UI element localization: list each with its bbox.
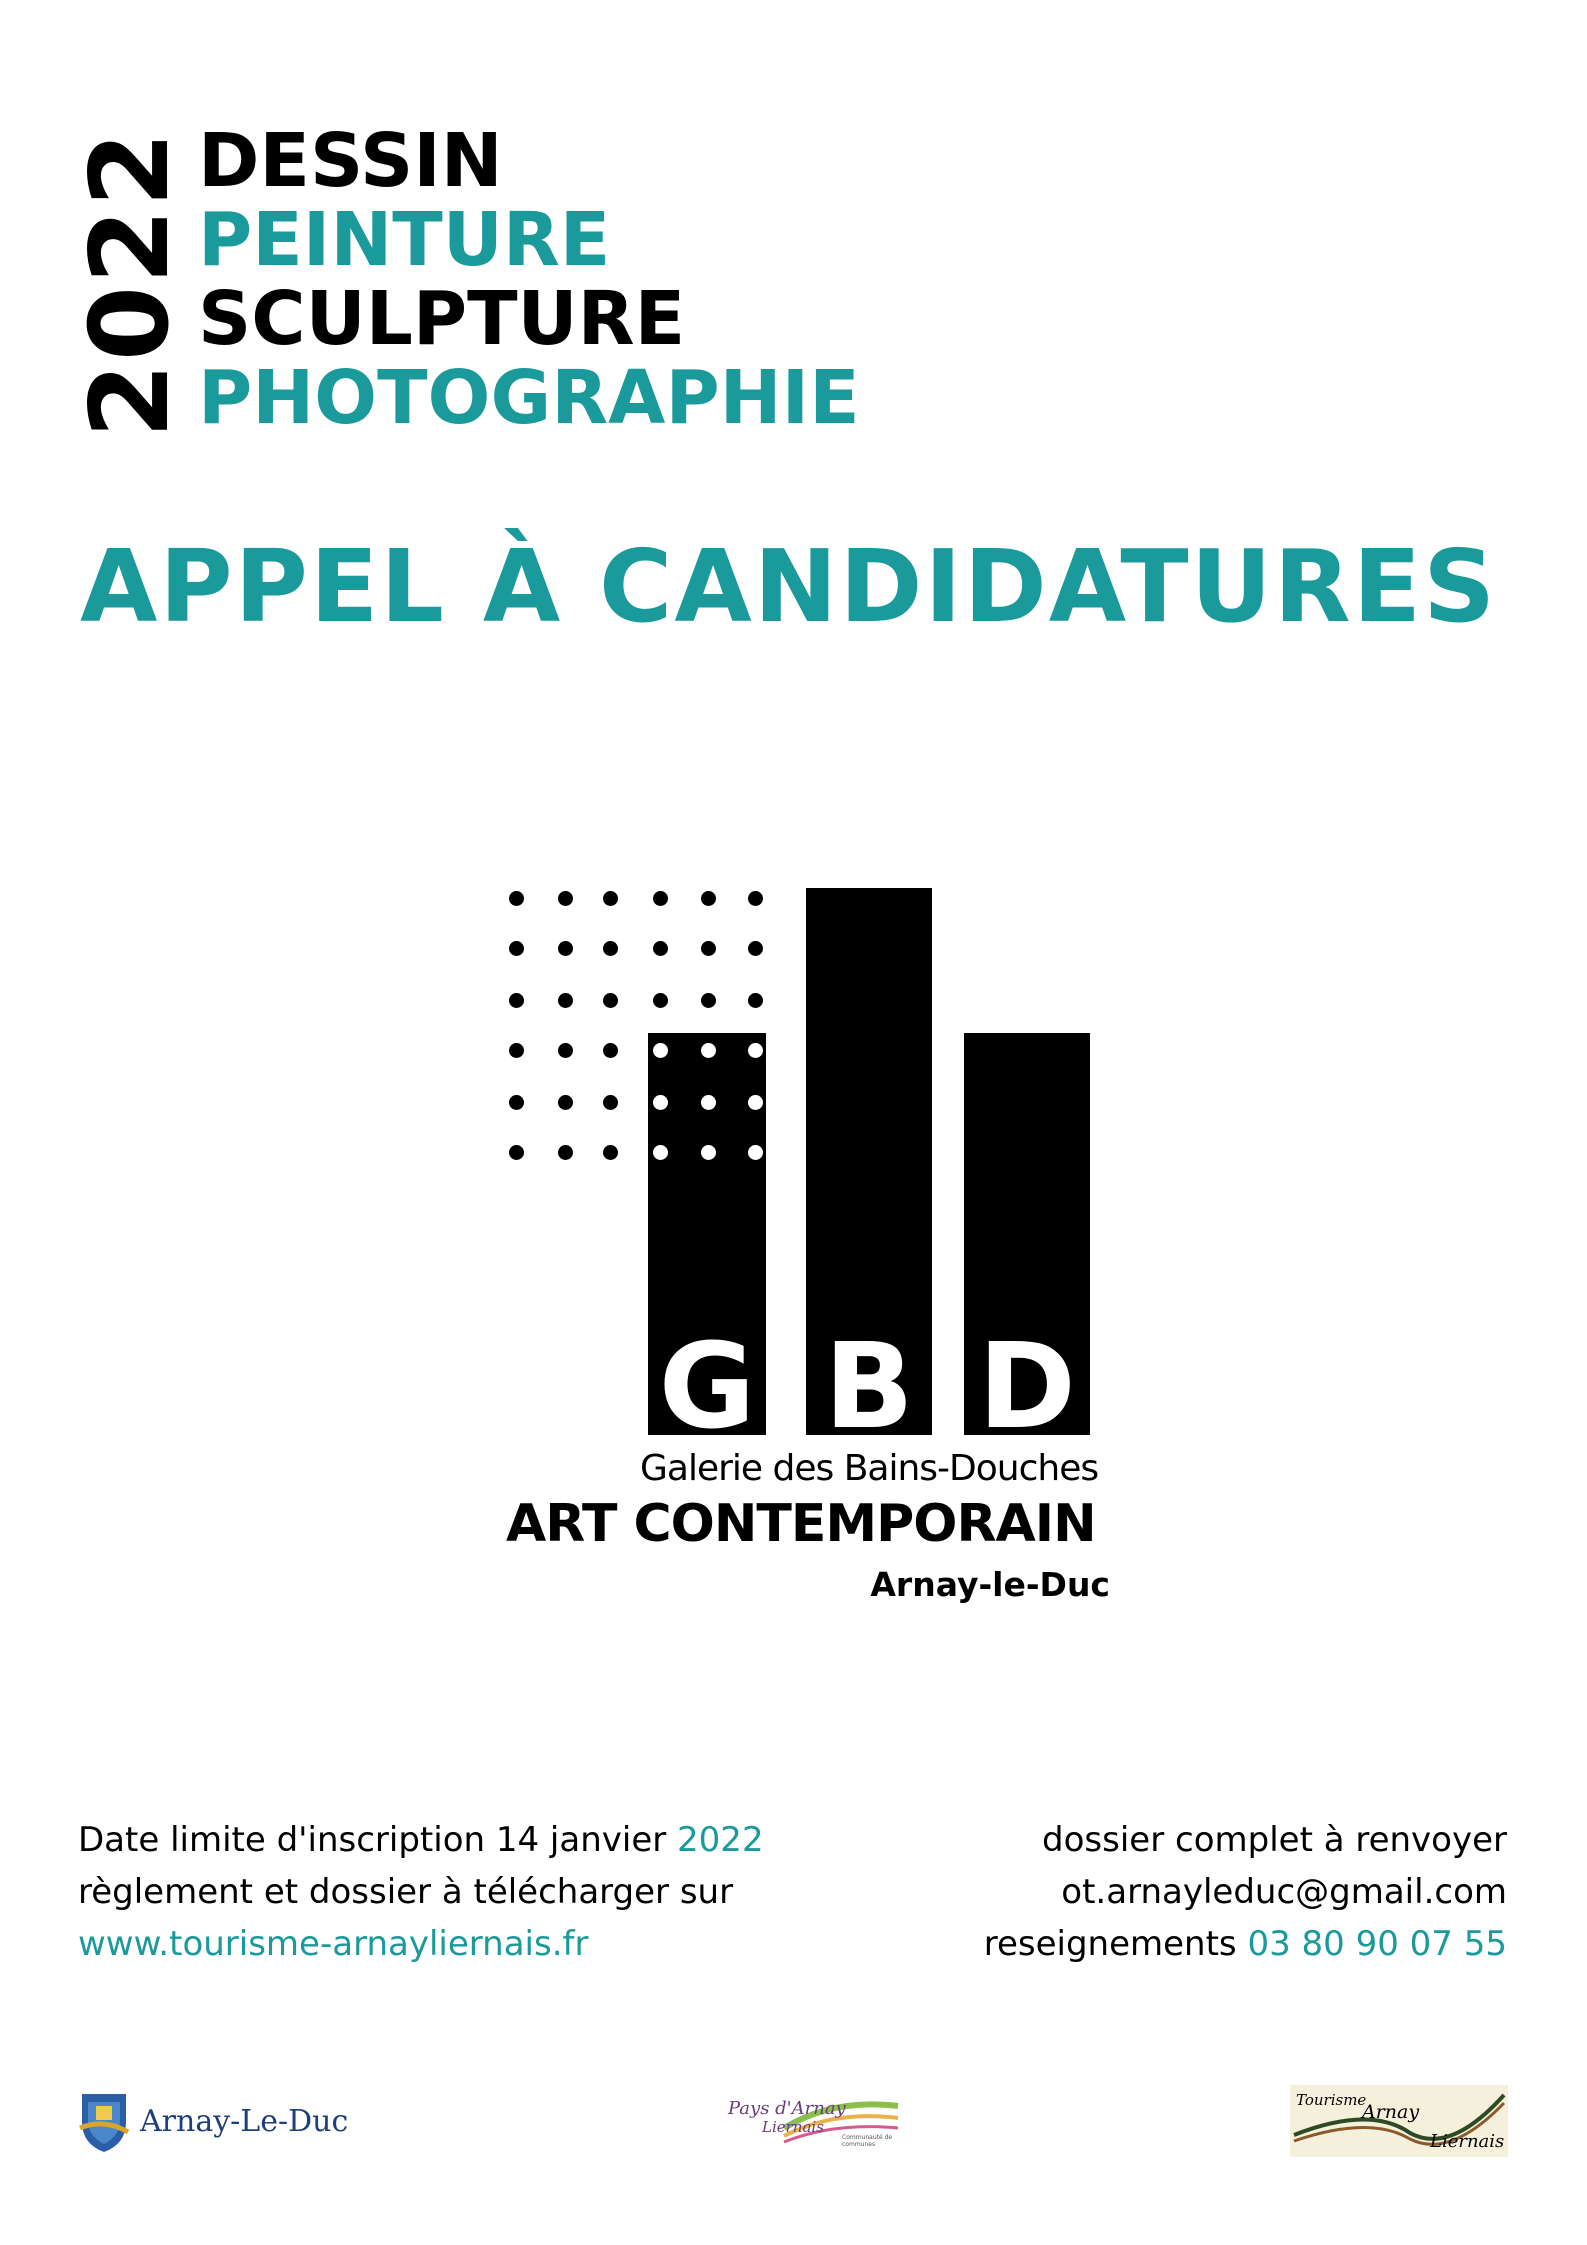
logo-dot [603, 1095, 618, 1110]
logo-dot [748, 1095, 763, 1110]
discipline-sculpture: SCULPTURE [198, 276, 686, 362]
logo-dot [748, 1043, 763, 1058]
deadline-line [78, 1814, 764, 1866]
phone-label: reseignements [983, 1924, 1248, 1964]
logo-letter-d: D [978, 1317, 1076, 1455]
download-line: règlement et dossier à télécharger sur [78, 1872, 734, 1912]
logo-dot [603, 1145, 618, 1160]
phone-number[interactable]: 03 80 90 07 55 [1247, 1924, 1507, 1964]
partner-arnay-label: Arnay-Le-Duc [140, 2103, 349, 2139]
pays-arnay-logo [724, 2088, 900, 2154]
logo-letter-b: B [824, 1317, 914, 1455]
logo-dot [509, 993, 524, 1008]
partner-pays-arnay-liernais [724, 2080, 900, 2162]
logo-dot [509, 1145, 524, 1160]
logo-dot [603, 891, 618, 906]
year-vertical [68, 129, 193, 439]
logo-dot [558, 1145, 573, 1160]
logo-dot [748, 891, 763, 906]
logo-dot [558, 1043, 573, 1058]
partner-tourisme-arnay-liernais [1290, 2080, 1508, 2162]
arnay-crest-icon [78, 2088, 130, 2154]
pays-arnay-line1: Pays d'Arnay [728, 2098, 846, 2119]
logo-dot [653, 1095, 668, 1110]
logo-dot [603, 993, 618, 1008]
logo-dot [558, 891, 573, 906]
logo-dot [701, 1043, 716, 1058]
website-link[interactable]: www.tourisme-arnayliernais.fr [78, 1924, 589, 1964]
logo-dot [701, 941, 716, 956]
logo-dot [603, 1043, 618, 1058]
deadline-text: Date limite d'inscription 14 janvier [78, 1820, 678, 1860]
logo-dot [701, 1095, 716, 1110]
pays-arnay-line2: Liernais [762, 2118, 824, 2136]
logo-dot [653, 891, 668, 906]
logo-gallery-name: Galerie des Bains-Douches [640, 1448, 1099, 1489]
phone-line [984, 1918, 1507, 1970]
discipline-peinture: PEINTURE [198, 197, 611, 283]
logo-dot [509, 1043, 524, 1058]
logo-dot [558, 941, 573, 956]
logo-letter-g: G [658, 1317, 756, 1455]
logo-dot [509, 1095, 524, 1110]
logo-dot [701, 1145, 716, 1160]
discipline-dessin: DESSIN [198, 118, 503, 204]
logo-dot [748, 941, 763, 956]
logo-dot [748, 1145, 763, 1160]
deadline-year: 2022 [677, 1820, 764, 1860]
logo-dot [701, 993, 716, 1008]
gbd-logo [490, 870, 1110, 1610]
email-link[interactable]: ot.arnayleduc@gmail.com [1061, 1872, 1507, 1912]
pays-arnay-small: Communauté de communes [842, 2134, 893, 2148]
year-text: 2022 [68, 129, 193, 439]
logo-art-contemporain: ART CONTEMPORAIN [506, 1494, 1096, 1554]
partner-arnay-le-duc [78, 2080, 348, 2162]
logo-dot [701, 891, 716, 906]
logo-dot [653, 993, 668, 1008]
disciplines-list [198, 118, 860, 441]
tourisme-arnay: Arnay [1362, 2101, 1420, 2123]
logo-dot [653, 1043, 668, 1058]
logo-dot [603, 941, 618, 956]
info-left [78, 1814, 764, 1970]
logo-dot [653, 941, 668, 956]
logo-dot [653, 1145, 668, 1160]
logo-dot [748, 993, 763, 1008]
logo-town: Arnay-le-Duc [870, 1565, 1110, 1604]
logo-dot [509, 941, 524, 956]
tourisme-liernais: Liernais [1430, 2131, 1505, 2152]
logo-dot [509, 891, 524, 906]
send-file-line: dossier complet à renvoyer [1042, 1820, 1507, 1860]
headline: APPEL À CANDIDATURES [80, 528, 1498, 645]
info-right [984, 1814, 1507, 1970]
tourisme-logo [1290, 2085, 1508, 2157]
logo-dot [558, 993, 573, 1008]
tourisme-word: Tourisme [1296, 2091, 1367, 2109]
discipline-photographie: PHOTOGRAPHIE [198, 355, 860, 441]
logo-dot [558, 1095, 573, 1110]
